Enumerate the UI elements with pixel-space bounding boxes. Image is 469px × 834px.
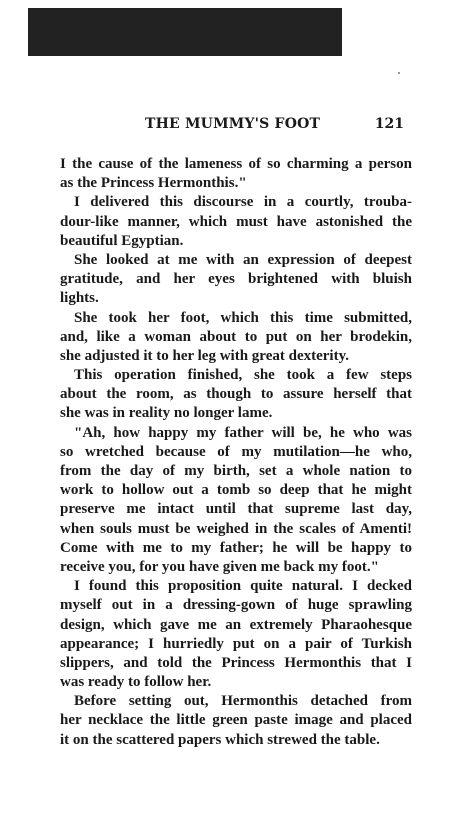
text-line: her necklace the little green paste image and placed	[60, 712, 412, 729]
text-line: I delivered this discourse in a courtly, trouba-	[74, 194, 412, 211]
redaction-bar	[28, 8, 342, 56]
text-line: she was in reality no longer lame.	[60, 405, 273, 422]
text-line: appearance; I hurriedly put on a pair of Turkish	[60, 635, 412, 652]
text-line: she adjusted it to her leg with great dexterity.	[60, 347, 349, 364]
text-line: This operation finished, she took a few steps	[74, 367, 412, 384]
running-title: THE MUMMY'S FOOT	[145, 116, 321, 132]
text-line: "Ah, how happy my father will be, he who was	[74, 424, 412, 441]
text-line: was ready to follow her.	[60, 674, 212, 691]
text-line: dour-like manner, which must have astonished the	[60, 213, 412, 230]
text-line: receive you, for you have given me back my foot."	[60, 558, 379, 575]
text-line: I the cause of the lameness of so charming a person	[60, 156, 412, 172]
text-line: it on the scattered papers which strewed the table.	[60, 731, 380, 748]
text-line: beautiful Egyptian.	[60, 232, 184, 249]
text-line: about the room, as though to assure herself that	[60, 386, 412, 403]
text-line: myself out in a dressing-gown of huge sprawling	[60, 597, 412, 614]
text-line: so wretched because of my mutilation—he who,	[60, 443, 412, 460]
text-line: gratitude, and her eyes brightened with bluish	[60, 271, 412, 288]
text-line: slippers, and told the Princess Hermonthis that I	[60, 654, 412, 671]
text-line: when souls must be weighed in the scales of Amenti!	[60, 520, 412, 537]
body-text	[60, 155, 412, 750]
text-line: She looked at me with an expression of deepest	[74, 251, 412, 268]
page-number: 121	[374, 116, 404, 132]
text-line: Before setting out, Hermonthis detached from	[74, 693, 412, 710]
text-line: design, which gave me an extremely Pharaohesque	[60, 616, 412, 633]
text-line: work to hollow out a tomb so deep that he might	[60, 482, 412, 499]
text-line: from the day of my birth, set a whole nation to	[60, 463, 412, 479]
scan-speck	[398, 72, 400, 74]
text-line: preserve me intact until that supreme last day,	[60, 501, 412, 518]
text-line: and, like a woman about to put on her brodekin,	[60, 328, 412, 345]
text-line: as the Princess Hermonthis."	[60, 175, 247, 192]
text-line: lights.	[60, 290, 99, 307]
text-line: She took her foot, which this time submitted,	[74, 309, 412, 326]
text-line: Come with me to my father; he will be happy to	[60, 539, 412, 556]
text-line: I found this proposition quite natural. I decked	[74, 578, 412, 595]
running-head	[60, 116, 412, 136]
